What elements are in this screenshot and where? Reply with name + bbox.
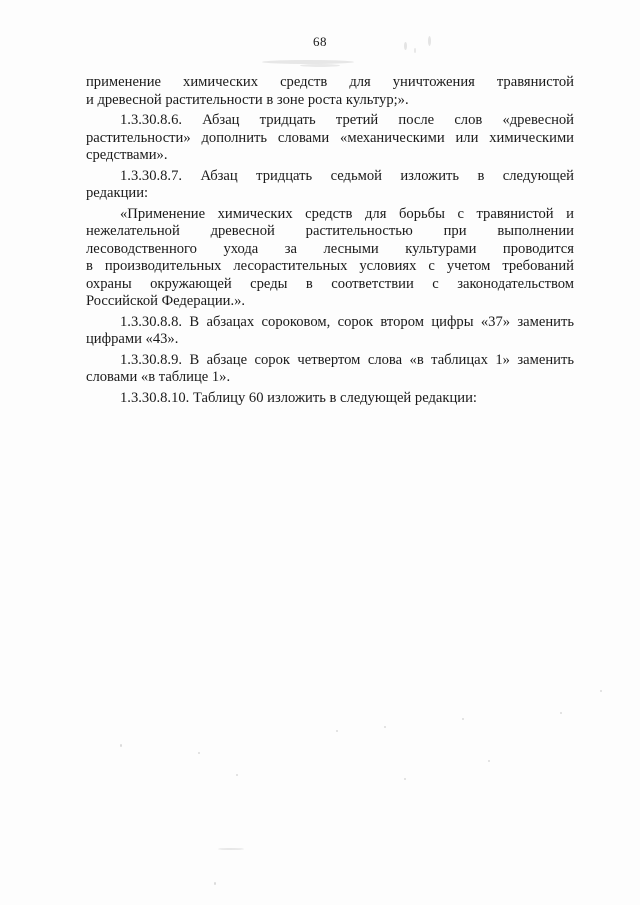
text-line: лесоводственного ухода за лесными культурами проводится: [86, 240, 574, 257]
scan-artifact: [600, 690, 602, 692]
scan-artifact: [198, 752, 200, 754]
scan-artifact: [236, 774, 238, 776]
text-line: 1.3.30.8.9. В абзаце сорок четвертом слова «в таблицах 1» заменить: [120, 351, 574, 368]
text-line: и древесной растительности в зоне роста культур;».: [86, 91, 409, 108]
paragraph-continuation: [86, 74, 574, 109]
scan-artifact: [300, 64, 340, 67]
paragraph-1-3-30-8-9: [86, 352, 574, 387]
text-line: растительности» дополнить словами «механическими или химическими: [86, 129, 574, 146]
scan-artifact: [428, 36, 431, 46]
document-body: [86, 74, 574, 410]
scan-artifact: [414, 48, 416, 53]
scan-artifact: [462, 718, 464, 720]
page-number: 68: [313, 34, 327, 49]
scan-artifact: [336, 730, 338, 732]
text-line: применение химических средств для уничтожения травянистой: [86, 74, 574, 90]
paragraph-1-3-30-8-10: [86, 390, 574, 408]
text-line: «Применение химических средств для борьбы с травянистой и: [120, 205, 574, 222]
text-line: Российской Федерации.».: [86, 293, 246, 309]
text-line: 1.3.30.8.10. Таблицу 60 изложить в следующей редакции:: [120, 389, 477, 406]
scan-artifact: [384, 726, 386, 728]
quoted-new-wording: [86, 206, 574, 311]
paragraph-1-3-30-8-6: [86, 112, 574, 165]
text-line: нежелательной древесной растительностью при выполнении: [86, 223, 574, 239]
scan-artifact: [218, 848, 244, 850]
text-line: 1.3.30.8.7. Абзац тридцать седьмой изложить в следующей: [120, 167, 574, 184]
text-line: редакции:: [86, 185, 149, 201]
text-line: 1.3.30.8.8. В абзацах сороковом, сорок втором цифры «37» заменить: [120, 313, 574, 330]
text-line: 1.3.30.8.6. Абзац тридцать третий после слов «древесной: [120, 112, 574, 128]
scan-artifact: [560, 712, 562, 714]
text-line: в производительных лесорастительных условиях с учетом требований: [86, 258, 574, 274]
scan-artifact: [214, 882, 216, 885]
scan-artifact: [404, 778, 406, 780]
scan-artifact: [404, 42, 407, 50]
text-line: охраны окружающей среды в соответствии с законодательством: [86, 275, 574, 292]
text-line: словами «в таблице 1».: [86, 369, 231, 385]
paragraph-1-3-30-8-8: [86, 314, 574, 349]
scan-artifact: [488, 760, 490, 762]
text-line: цифрами «43».: [86, 331, 179, 347]
text-line: средствами».: [86, 147, 168, 163]
paragraph-1-3-30-8-7: [86, 168, 574, 203]
scan-artifact: [120, 744, 122, 747]
